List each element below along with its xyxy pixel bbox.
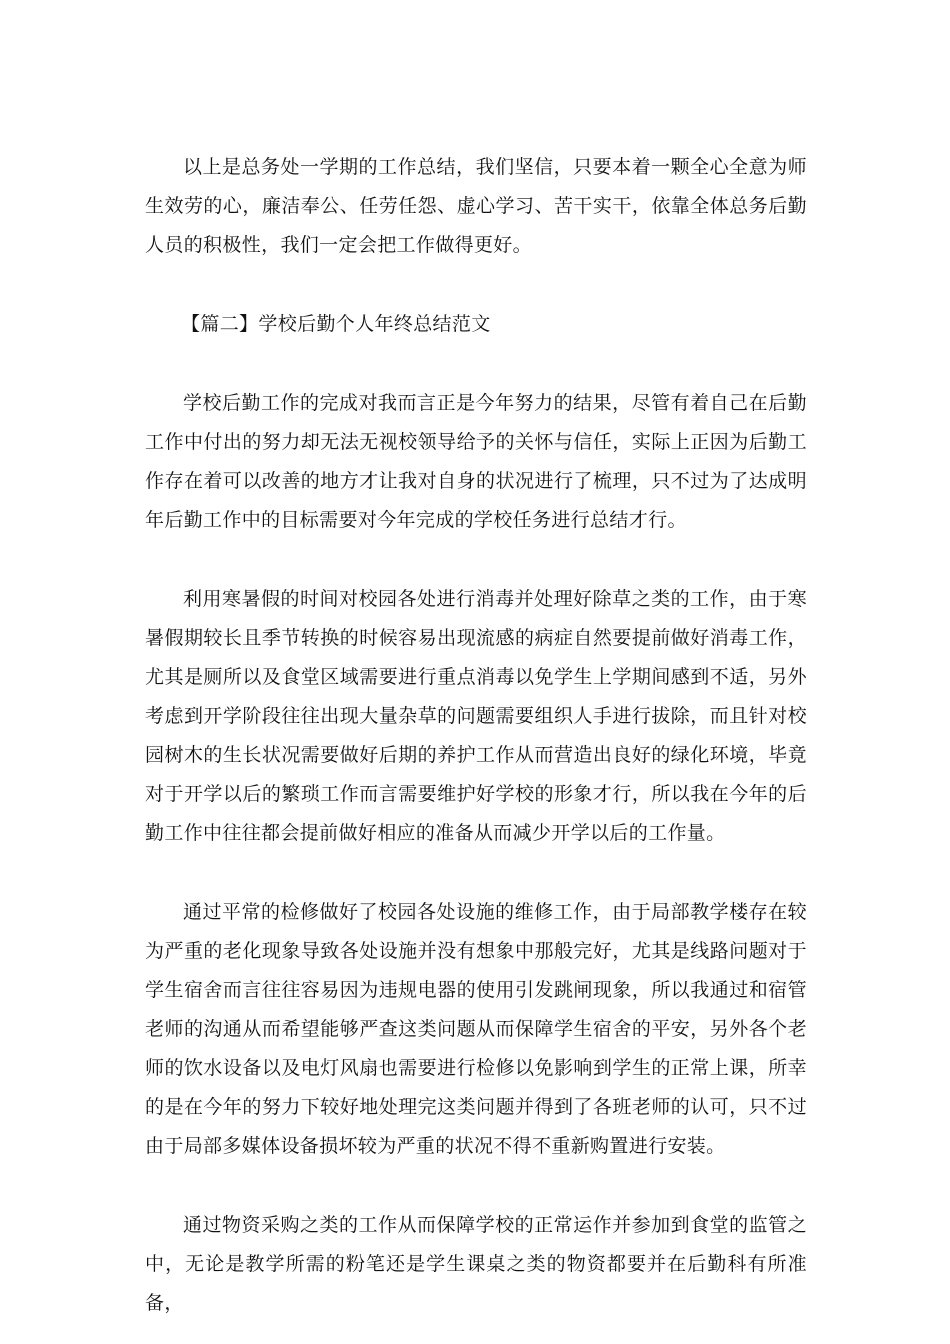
paragraph-intro: 学校后勤工作的完成对我而言正是今年努力的结果，尽管有着自己在后勤工作中付出的努力却无法无视校领导给予的关怀与信任，实际上正因为后勤工作存在着可以改善的地方才让我对自身的状况进行了梳理，只不过为了达成明年后勤工作中的目标需要对今年完成的学校任务进行总结才行。 (145, 392, 807, 531)
paragraph-procurement: 通过物资采购之类的工作从而保障学校的正常运作并参加到食堂的监管之中，无论是教学所需的粉笔还是学生课桌之类的物资都要并在后勤科有所准备， (145, 1214, 807, 1314)
paragraph-maintenance: 通过平常的检修做好了校园各处设施的维修工作，由于局部教学楼存在较为严重的老化现象导致各处设施并没有想象中那般完好，尤其是线路问题对于学生宿舍而言往往容易因为违规电器的使用引发跳闸现象，所以我通过和宿管老师的沟通从而希望能够严查这类问题从而保障学生宿舍的平安，另外各个老师的饮水设备以及电灯风扇也需要进行检修以免影响到学生的正常上课，所幸的是在今年的努力下较好地处理完这类问题并得到了各班老师的认可，只不过由于局部多媒体设备损坏较为严重的状况不得不重新购置进行安装。 (145, 901, 807, 1157)
paragraph-summary-conclusion: 以上是总务处一学期的工作总结，我们坚信，只要本着一颗全心全意为师生效劳的心，廉洁奉公、任劳任怨、虚心学习、苦干实干，依靠全体总务后勤人员的积极性，我们一定会把工作做得更好。 (145, 156, 807, 256)
section-heading: 【篇二】学校后勤个人年终总结范文 (181, 313, 491, 335)
document-body (145, 148, 807, 1323)
paragraph-disinfection: 利用寒暑假的时间对校园各处进行消毒并处理好除草之类的工作，由于寒暑假期较长且季节转换的时候容易出现流感的病症自然要提前做好消毒工作，尤其是厕所以及食堂区域需要进行重点消毒以免学生上学期间感到不适，另外考虑到开学阶段往往出现大量杂草的问题需要组织人手进行拔除，而且针对校园树木的生长状况需要做好后期的养护工作从而营造出良好的绿化环境，毕竟对于开学以后的繁琐工作而言需要维护好学校的形象才行，所以我在今年的后勤工作中往往都会提前做好相应的准备从而减少开学以后的工作量。 (145, 588, 807, 844)
